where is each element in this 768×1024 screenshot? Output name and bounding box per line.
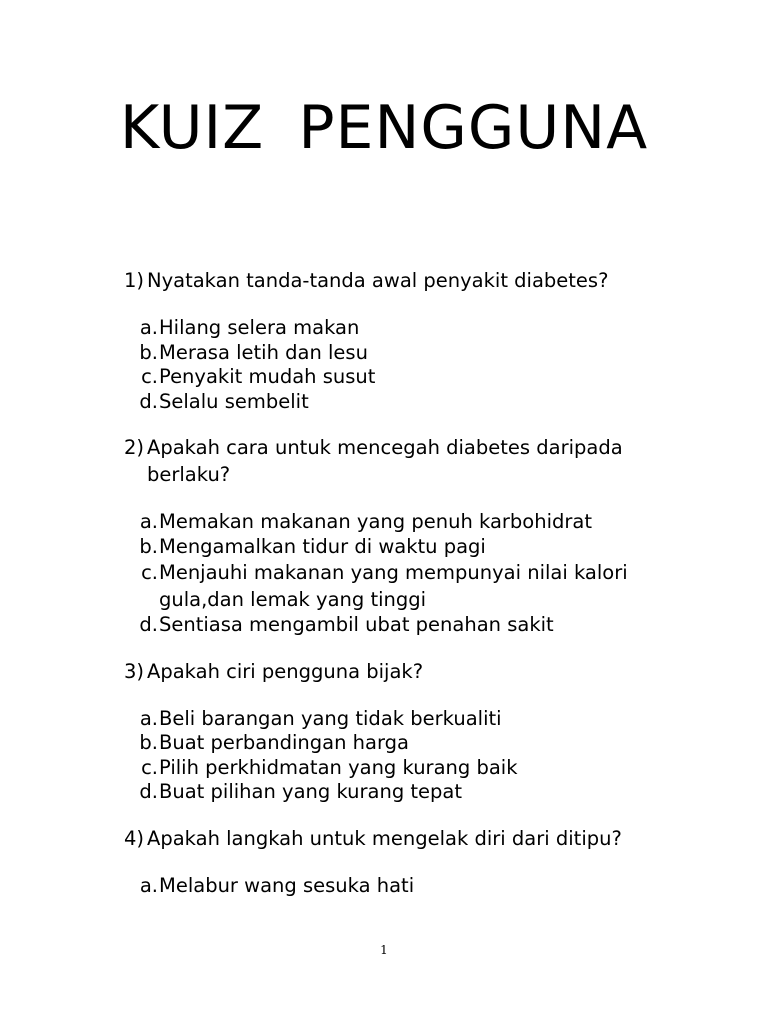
option-letter: c.	[141, 365, 158, 388]
option-list	[124, 707, 684, 805]
option-text: Buat perbandingan harga	[159, 731, 409, 754]
option-d	[124, 390, 684, 415]
option-list	[124, 316, 684, 414]
question-list	[124, 267, 684, 918]
question-text: Apakah langkah untuk mengelak diri dari ditipu?	[147, 826, 622, 850]
option-a	[124, 707, 684, 732]
option-letter: b.	[139, 534, 158, 558]
option-b	[124, 535, 684, 560]
option-d	[124, 780, 684, 805]
option-text: Hilang selera makan	[159, 316, 360, 339]
question-1	[124, 267, 684, 414]
question-text: Apakah cara untuk mencegah diabetes daripada berlaku?	[147, 436, 623, 486]
option-a	[124, 316, 684, 341]
option-letter: d.	[139, 389, 158, 413]
page-number: 1	[380, 943, 388, 957]
option-b	[124, 731, 684, 756]
question-text: Apakah ciri pengguna bijak?	[147, 659, 424, 683]
option-letter: a.	[139, 873, 158, 897]
option-c	[124, 559, 684, 613]
option-c	[124, 756, 684, 781]
option-letter: c.	[141, 561, 158, 584]
option-text: Pilih perkhidmatan yang kurang baik	[159, 755, 518, 779]
question-number: 4)	[124, 826, 145, 850]
option-text: Memakan makanan yang penuh karbohidrat	[159, 510, 592, 533]
option-letter: b.	[139, 731, 158, 754]
page-title: KUIZ PENGGUNA	[119, 93, 649, 163]
option-text: Mengamalkan tidur di waktu pagi	[159, 534, 486, 558]
option-text: Melabur wang sesuka hati	[159, 873, 415, 897]
option-letter: a.	[139, 316, 158, 339]
option-letter: a.	[139, 510, 158, 533]
option-text: Menjauhi makanan yang mempunyai nilai kalori gula,dan lemak yang tinggi	[159, 561, 628, 611]
option-d	[124, 613, 684, 638]
option-letter: d.	[139, 613, 158, 636]
option-letter: d.	[139, 780, 158, 803]
question-number: 3)	[124, 659, 145, 683]
question-3	[124, 658, 684, 805]
option-letter: a.	[139, 706, 158, 730]
option-a	[124, 510, 684, 535]
option-letter: c.	[141, 755, 158, 779]
question-4	[124, 825, 684, 899]
question-2	[124, 434, 684, 638]
question-text: Nyatakan tanda-tanda awal penyakit diabetes?	[147, 269, 609, 292]
option-b	[124, 341, 684, 366]
option-text: Selalu sembelit	[159, 389, 309, 413]
option-text: Beli barangan yang tidak berkualiti	[159, 706, 502, 730]
option-list	[124, 510, 684, 638]
option-text: Buat pilihan yang kurang tepat	[159, 780, 463, 803]
option-text: Penyakit mudah susut	[159, 365, 376, 388]
option-text: Merasa letih dan lesu	[159, 340, 368, 364]
question-number: 1)	[124, 269, 145, 292]
question-number: 2)	[124, 436, 145, 459]
option-a	[124, 874, 684, 899]
option-letter: b.	[139, 340, 158, 364]
option-text: Sentiasa mengambil ubat penahan sakit	[159, 613, 554, 636]
option-c	[124, 365, 684, 390]
option-list	[124, 874, 684, 899]
